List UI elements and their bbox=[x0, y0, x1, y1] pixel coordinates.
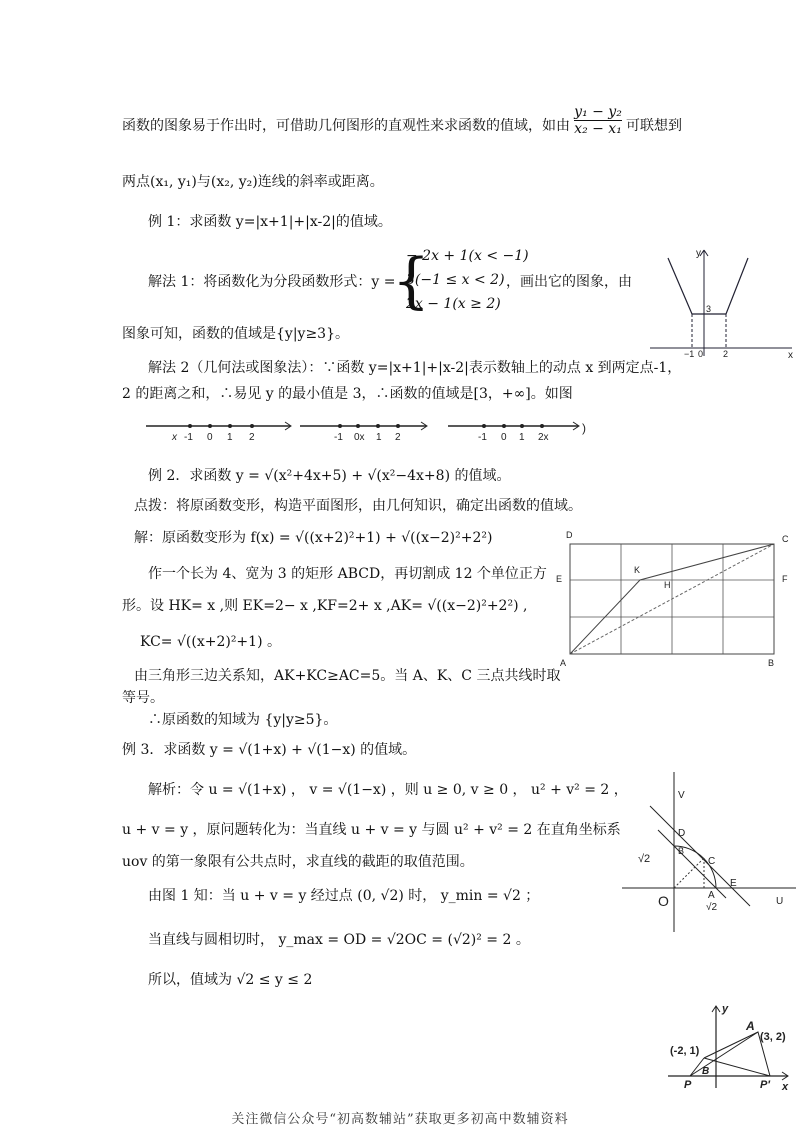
left-brace: { bbox=[392, 246, 431, 316]
example-3-max: 当直线与圆相切时， y_max = OD = √2OC = (√2)² = 2 。 bbox=[148, 932, 530, 948]
intro-line-1 bbox=[122, 116, 570, 136]
intro-text-a: 函数的图象易于作出时，可借助几何图形的直观性来求函数的值域，如由 bbox=[122, 118, 570, 134]
point-C: C bbox=[708, 856, 716, 867]
nl3-paren: ) bbox=[582, 421, 586, 435]
example-2-hint: 点拨：将原函数变形，构造平面图形，由几何知识，确定出函数的值域。 bbox=[134, 498, 582, 514]
axis-u-label: U bbox=[776, 896, 784, 907]
axis-v-label: V bbox=[678, 790, 685, 801]
rectangle-construction: 作一个长为 4、宽为 3 的矩形 ABCD，再切割成 12 个单位正方 bbox=[148, 566, 547, 582]
number-line-2 bbox=[296, 418, 436, 444]
example-3-title: 例 3．求函数 y = √(1+x) + √(1−x) 的值域。 bbox=[122, 742, 417, 758]
intro-text-b: 可联想到 bbox=[626, 118, 682, 134]
piecewise-case-2: 3(−1 ≤ x < 2) bbox=[406, 272, 505, 288]
piecewise-case-1: − 2x + 1(x < −1) bbox=[406, 248, 529, 264]
sqrt2-v-label: √2 bbox=[638, 853, 651, 865]
example-3-min: 由图 1 知：当 u + v = y 经过点 (0, √2) 时， y_min = √2 ； bbox=[148, 888, 540, 904]
solution-2-line-1: 解法 2（几何法或图象法）：∵函数 y=|x+1|+|x-2|表示数轴上的动点 x 到两定点-1， bbox=[148, 360, 682, 376]
example-3-question: uov 的第一象限有公共点时，求直线的截距的取值范围。 bbox=[122, 854, 474, 870]
rectangle-grid-figure bbox=[556, 526, 796, 668]
fig4-point-P-prime: P′ bbox=[760, 1079, 770, 1091]
fig4-point-B: B bbox=[702, 1066, 710, 1077]
example-2-range: ∴原函数的知域为 {y|y≥5}。 bbox=[148, 712, 338, 728]
nl3-two-x: 2x bbox=[538, 432, 549, 443]
slope-fraction bbox=[574, 104, 622, 137]
rect-label-H: H bbox=[664, 580, 671, 590]
nl2-zero-x: 0x bbox=[354, 432, 365, 443]
nl1-two: 2 bbox=[249, 432, 255, 443]
rect-label-B: B bbox=[768, 658, 775, 668]
rect-label-F: F bbox=[782, 574, 788, 584]
nl1-zero: 0 bbox=[207, 432, 213, 443]
rectangle-definitions: 形。设 HK= x ,则 EK=2− x ,KF=2+ x ,AK= √((x−2)²+2²) , bbox=[122, 598, 528, 614]
point-B: B bbox=[678, 846, 685, 856]
nl1-x: x bbox=[172, 432, 177, 443]
example-3-transform: u + v = y ，原问题转化为：当直线 u + v = y 与圆 u² + v² = 2 在直角坐标系 bbox=[122, 822, 621, 838]
graph-x-label: x bbox=[788, 350, 793, 361]
example-3-substitution: 解析：令 u = √(1+x) ， v = √(1−x) ，则 u ≥ 0, v ≥ 0 ， u² + v² = 2 ， bbox=[148, 782, 628, 798]
rect-label-K: K bbox=[634, 565, 641, 575]
example-1-title: 例 1：求函数 y=|x+1|+|x-2|的值域。 bbox=[148, 214, 392, 230]
fig4-x-label: x bbox=[782, 1081, 789, 1093]
rect-label-E: E bbox=[556, 574, 563, 584]
nl2-one: 1 bbox=[376, 432, 382, 443]
fig4-B-coord: (-2, 1) bbox=[670, 1045, 700, 1057]
point-D: D bbox=[678, 828, 686, 839]
reflection-figure bbox=[664, 1000, 794, 1092]
nl3-minus1: -1 bbox=[478, 432, 487, 443]
rect-label-A: A bbox=[560, 658, 567, 668]
rect-label-C: C bbox=[782, 534, 789, 544]
example-2-transform: 解：原函数变形为 f(x) = √((x+2)²+1) + √((x−2)²+2²) bbox=[134, 530, 493, 546]
intro-line-2: 两点(x₁, y₁)与(x₂, y₂)连线的斜率或距离。 bbox=[122, 174, 384, 190]
graph-label-2: 2 bbox=[723, 349, 729, 359]
point-A: A bbox=[708, 890, 715, 901]
graph-label-minus1: −1 bbox=[684, 349, 695, 359]
abs-function-graph bbox=[640, 244, 800, 360]
graph-origin: 0 bbox=[698, 349, 704, 359]
nl1-one: 1 bbox=[227, 432, 233, 443]
fig4-point-A: A bbox=[746, 1019, 755, 1033]
example-3-range: 所以，值域为 √2 ≤ y ≤ 2 bbox=[148, 972, 313, 988]
fig4-y-label: y bbox=[722, 1003, 729, 1015]
triangle-inequality: 由三角形三边关系知，AK+KC≥AC=5。当 A、K、C 三点共线时取 bbox=[134, 668, 561, 684]
circle-line-figure bbox=[618, 768, 800, 936]
nl1-minus1: -1 bbox=[184, 432, 193, 443]
solution-1-text-b: ，画出它的图象，由 bbox=[506, 274, 632, 290]
triangle-equality: 等号。 bbox=[122, 690, 164, 706]
number-line-3 bbox=[444, 418, 590, 444]
fraction-numerator: y₁ − y₂ bbox=[574, 104, 622, 120]
nl2-two: 2 bbox=[395, 432, 401, 443]
graph-label-3: 3 bbox=[706, 304, 712, 314]
graph-y-label: y bbox=[696, 248, 701, 259]
number-line-1 bbox=[140, 418, 300, 444]
fig4-point-P: P bbox=[684, 1079, 692, 1091]
rect-label-D: D bbox=[566, 530, 573, 540]
point-E: E bbox=[730, 878, 737, 889]
solution-1-conclusion: 图象可知，函数的值域是{y|y≥3}。 bbox=[122, 326, 349, 342]
footer-note: 关注微信公众号“初高数辅站”获取更多初高中数辅资料 bbox=[231, 1112, 569, 1127]
nl3-one: 1 bbox=[519, 432, 525, 443]
example-2-title: 例 2．求函数 y = √(x²+4x+5) + √(x²−4x+8) 的值域。 bbox=[148, 468, 511, 484]
solution-1-text: 解法 1：将函数化为分段函数形式：y = bbox=[148, 274, 396, 290]
origin-O: O bbox=[658, 893, 669, 909]
fraction-denominator: x₂ − x₁ bbox=[574, 121, 622, 137]
nl3-zero: 0 bbox=[501, 432, 507, 443]
sqrt2-u-label: √2 bbox=[706, 902, 718, 913]
fig4-A-coord: (3, 2) bbox=[760, 1031, 786, 1043]
nl2-minus1: -1 bbox=[334, 432, 343, 443]
piecewise-case-3: 2x − 1(x ≥ 2) bbox=[406, 296, 501, 312]
solution-2-line-2: 2 的距离之和，∴易见 y 的最小值是 3，∴函数的值域是[3，+∞]。如图 bbox=[122, 386, 573, 402]
kc-expression: KC= √((x+2)²+1) 。 bbox=[140, 634, 281, 650]
